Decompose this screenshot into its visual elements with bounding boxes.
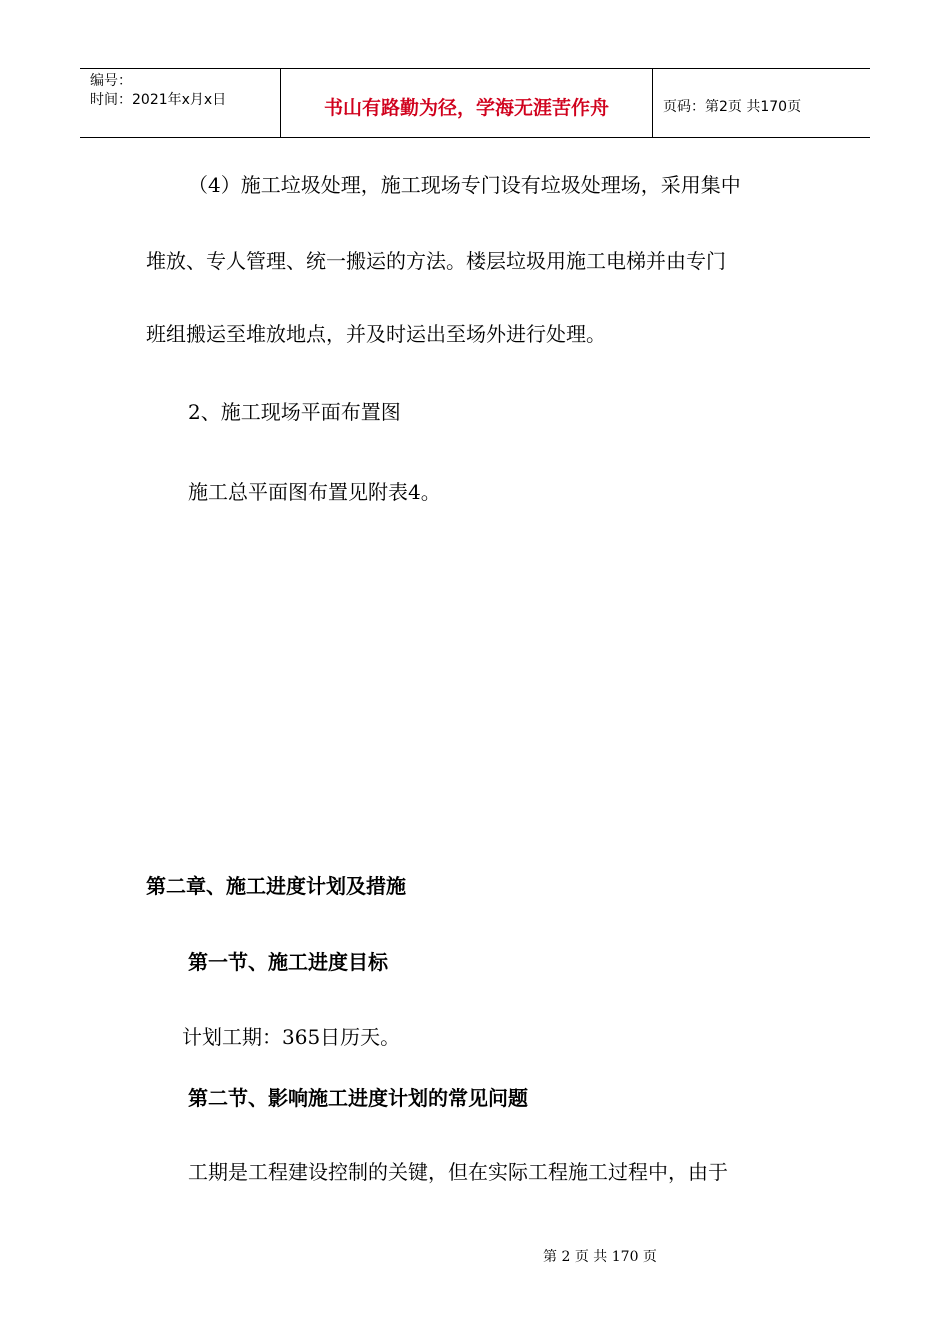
header-page-info: 页码：第2页 共170页	[663, 99, 802, 115]
subheading-site-layout: 2、施工现场平面布置图	[188, 400, 401, 424]
document-time-label: 时间：2021年x月x日	[90, 92, 227, 108]
section-heading: 第一节、施工进度目标	[188, 950, 388, 974]
header-meta	[80, 69, 281, 137]
paragraph-line: 班组搬运至堆放地点，并及时运出至场外进行处理。	[146, 322, 606, 346]
paragraph-line: 工期是工程建设控制的关键，但在实际工程施工过程中，由于	[188, 1160, 728, 1184]
paragraph-line: 堆放、专人管理、统一搬运的方法。楼层垃圾用施工电梯并由专门	[146, 249, 726, 273]
paragraph-line: （4）施工垃圾处理，施工现场专门设有垃圾处理场，采用集中	[188, 173, 741, 197]
document-header	[80, 68, 870, 138]
page-footer: 第 2 页 共 170 页	[543, 1249, 657, 1265]
header-motto: 书山有路勤为径，学海无涯苦作舟	[281, 69, 653, 137]
paragraph-line: 施工总平面图布置见附表4。	[188, 480, 441, 504]
paragraph-line: 计划工期：365日历天。	[182, 1025, 401, 1049]
chapter-heading: 第二章、施工进度计划及措施	[146, 874, 406, 898]
section-heading: 第二节、影响施工进度计划的常见问题	[188, 1086, 528, 1110]
document-number-label: 编号：	[90, 73, 132, 89]
